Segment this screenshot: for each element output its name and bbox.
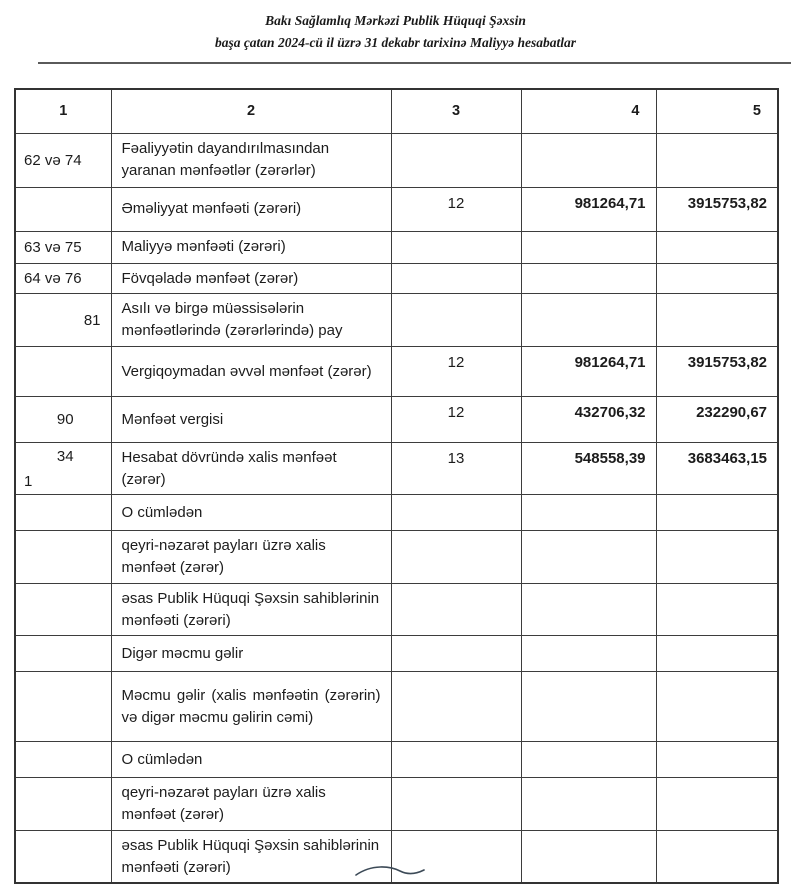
note-reference-cell: 12 [391, 396, 521, 442]
pen-mark [350, 862, 430, 880]
current-period-amount-cell [521, 830, 656, 883]
current-period-amount-cell [521, 231, 656, 263]
account-code-cell [15, 531, 111, 584]
account-code-cell [15, 742, 111, 778]
note-reference-cell [391, 583, 521, 636]
account-code-cell: 62 və 74 [15, 133, 111, 187]
note-reference-cell [391, 231, 521, 263]
note-reference-cell [391, 742, 521, 778]
table-row [15, 346, 778, 396]
current-period-amount-cell: 981264,71 [521, 187, 656, 231]
current-period-amount-cell [521, 531, 656, 584]
current-period-amount-cell [521, 583, 656, 636]
row-label-cell: Əməliyyat mənfəəti (zərəri) [111, 187, 391, 231]
note-reference-cell: 13 [391, 442, 521, 495]
table-header-row [15, 89, 778, 133]
row-label-cell: əsas Publik Hüquqi Şəxsin sahiblərinin mənfəəti (zərəri) [111, 583, 391, 636]
current-period-amount-cell [521, 636, 656, 672]
previous-period-amount-cell [656, 231, 778, 263]
table-row [15, 133, 778, 187]
account-code-secondary: 1 [24, 472, 33, 490]
table-row [15, 742, 778, 778]
previous-period-amount-cell [656, 742, 778, 778]
previous-period-amount-cell [656, 495, 778, 531]
current-period-amount-cell [521, 742, 656, 778]
row-label-cell: O cümlədən [111, 742, 391, 778]
previous-period-amount-cell [656, 531, 778, 584]
account-code-cell [15, 442, 111, 495]
table-row [15, 636, 778, 672]
previous-period-amount-cell [656, 636, 778, 672]
table-row [15, 531, 778, 584]
column-header-3: 3 [391, 89, 521, 133]
financial-report-table [14, 88, 779, 884]
note-reference-cell [391, 263, 521, 294]
previous-period-amount-cell [656, 583, 778, 636]
previous-period-amount-cell [656, 294, 778, 347]
previous-period-amount-cell: 232290,67 [656, 396, 778, 442]
account-code-cell [15, 830, 111, 883]
row-label-cell: əsas Publik Hüquqi Şəxsin sahiblərinin mənfəəti (zərəri) [111, 830, 391, 883]
previous-period-amount-cell [656, 133, 778, 187]
row-label-cell: Digər məcmu gəlir [111, 636, 391, 672]
previous-period-amount-cell [656, 778, 778, 831]
account-code-cell: 90 [15, 396, 111, 442]
account-code-cell [15, 778, 111, 831]
account-code-cell [15, 346, 111, 396]
account-code-cell: 63 və 75 [15, 231, 111, 263]
note-reference-cell: 12 [391, 346, 521, 396]
previous-period-amount-cell [656, 830, 778, 883]
note-reference-cell: 12 [391, 187, 521, 231]
account-code-cell [15, 187, 111, 231]
table-row [15, 187, 778, 231]
previous-period-amount-cell [656, 672, 778, 742]
row-label-cell: Mənfəət vergisi [111, 396, 391, 442]
table-row [15, 495, 778, 531]
table-row [15, 231, 778, 263]
account-code: 34 [56, 447, 74, 465]
report-table-body [15, 133, 778, 883]
table-row [15, 583, 778, 636]
row-label-cell: Hesabat dövründə xalis mənfəət (zərər) [111, 442, 391, 495]
current-period-amount-cell [521, 294, 656, 347]
current-period-amount-cell [521, 778, 656, 831]
column-header-2: 2 [111, 89, 391, 133]
row-label-cell: Asılı və birgə müəssisələrin mənfəətlərində (zərərlərində) pay [111, 294, 391, 347]
current-period-amount-cell [521, 495, 656, 531]
note-reference-cell [391, 133, 521, 187]
current-period-amount-cell: 548558,39 [521, 442, 656, 495]
account-code-cell [15, 495, 111, 531]
previous-period-amount-cell: 3683463,15 [656, 442, 778, 495]
note-reference-cell [391, 778, 521, 831]
table-row [15, 294, 778, 347]
current-period-amount-cell [521, 133, 656, 187]
previous-period-amount-cell [656, 263, 778, 294]
account-code-cell [15, 636, 111, 672]
previous-period-amount-cell: 3915753,82 [656, 187, 778, 231]
table-row [15, 396, 778, 442]
row-label-cell: qeyri-nəzarət payları üzrə xalis mənfəət (zərər) [111, 531, 391, 584]
table-row [15, 672, 778, 742]
row-label-cell: Məcmu gəlir (xalis mənfəətin (zərərin) və digər məcmu gəlirin cəmi) [111, 672, 391, 742]
column-header-4: 4 [521, 89, 656, 133]
table-row [15, 263, 778, 294]
row-label-cell: Fövqəladə mənfəət (zərər) [111, 263, 391, 294]
current-period-amount-cell [521, 672, 656, 742]
row-label-cell: Maliyyə mənfəəti (zərəri) [111, 231, 391, 263]
row-label-cell: Vergiqoymadan əvvəl mənfəət (zərər) [111, 346, 391, 396]
row-label-cell: Fəaliyyətin dayandırılmasından yaranan mənfəətlər (zərərlər) [111, 133, 391, 187]
note-reference-cell [391, 531, 521, 584]
current-period-amount-cell: 432706,32 [521, 396, 656, 442]
current-period-amount-cell [521, 263, 656, 294]
current-period-amount-cell: 981264,71 [521, 346, 656, 396]
column-header-1: 1 [15, 89, 111, 133]
table-row [15, 778, 778, 831]
title-divider [38, 62, 791, 64]
account-code-cell [15, 583, 111, 636]
document-title-line1: Bakı Sağlamlıq Mərkəzi Publik Hüquqi Şəxsin [265, 13, 526, 28]
account-code-cell [15, 672, 111, 742]
account-code-cell: 81 [15, 294, 111, 347]
account-code-cell: 64 və 76 [15, 263, 111, 294]
note-reference-cell [391, 294, 521, 347]
table-row [15, 442, 778, 495]
note-reference-cell [391, 495, 521, 531]
previous-period-amount-cell: 3915753,82 [656, 346, 778, 396]
note-reference-cell [391, 636, 521, 672]
note-reference-cell [391, 672, 521, 742]
column-header-5: 5 [656, 89, 778, 133]
row-label-cell: O cümlədən [111, 495, 391, 531]
document-title-line2: başa çatan 2024-cü il üzrə 31 dekabr tarixinə Maliyyə hesabatlar [214, 34, 577, 50]
row-label-cell: qeyri-nəzarət payları üzrə xalis mənfəət (zərər) [111, 778, 391, 831]
document-title [0, 0, 791, 53]
